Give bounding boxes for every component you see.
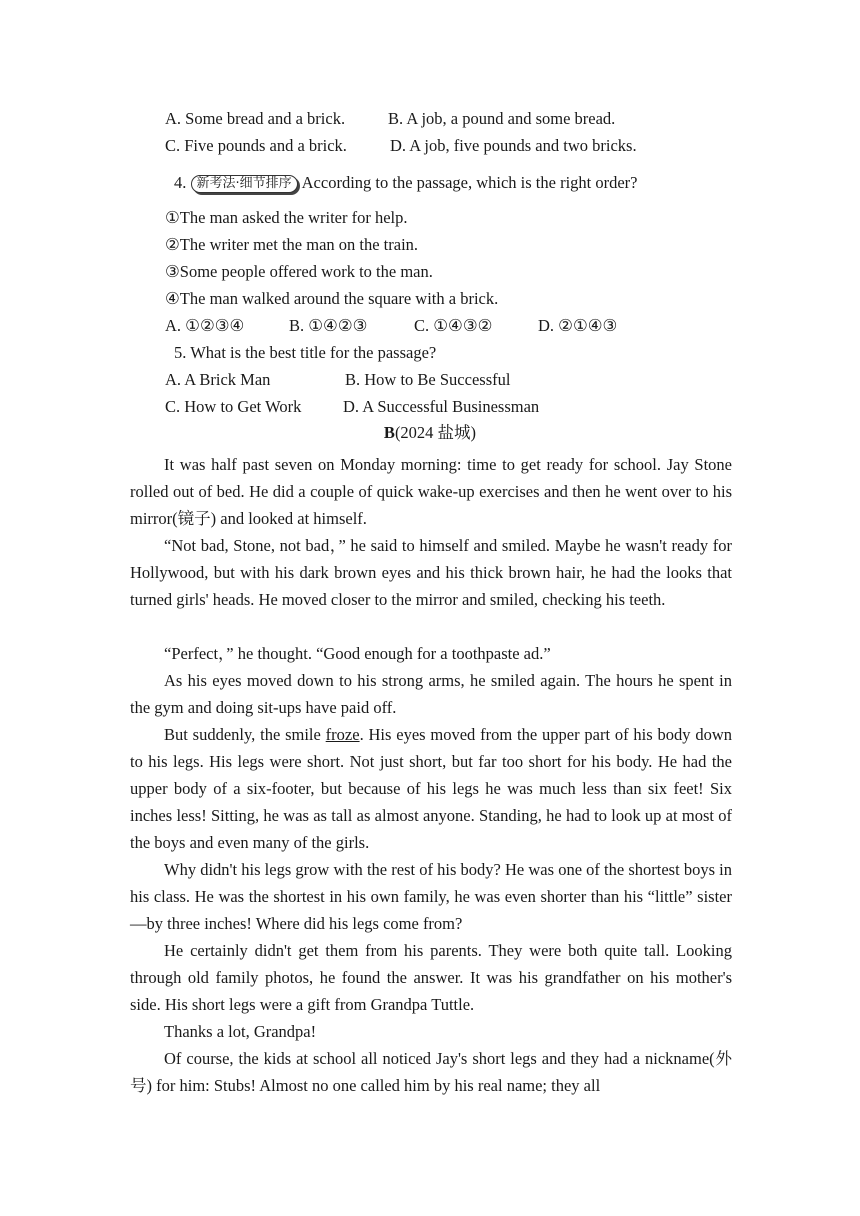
q3-option-d: D. A job, five pounds and two bricks. — [390, 136, 637, 155]
q4-item: ①The man asked the writer for help. — [165, 208, 408, 227]
section-letter: B — [383, 423, 395, 442]
q4-item: ②The writer met the man on the train. — [165, 235, 419, 254]
q5-stem: 5. What is the best title for the passage? — [174, 343, 437, 362]
passage-paragraph: It was half past seven on Monday morning: time to get ready for school. Jay Stone rolled out of bed. He did a couple of quick wake-up exercises and then he went over to his mirror(镜子) and looked at himself. — [130, 455, 732, 528]
passage-paragraph-froze — [130, 721, 732, 856]
q3-option-a: A. Some bread and a brick. — [165, 109, 346, 128]
q5-option-a: A. A Brick Man — [165, 370, 271, 389]
q4-item: ④The man walked around the square with a brick. — [165, 289, 499, 308]
q3-option-c: C. Five pounds and a brick. — [165, 136, 347, 155]
q4-number: 4. — [174, 173, 187, 192]
q4-option-d: D. ②①④③ — [538, 316, 618, 335]
q5-option-d: D. A Successful Businessman — [343, 397, 540, 416]
q4-badge: 新考法·细节排序 — [191, 175, 298, 193]
q4-option-b: B. ①④②③ — [289, 316, 368, 335]
passage-paragraph: As his eyes moved down to his strong arms, he smiled again. The hours he spent in the gym and doing sit-ups have paid off. — [130, 671, 732, 717]
passage-paragraph: He certainly didn't get them from his parents. They were both quite tall. Looking through old family photos, he found the answer. It was his grandfather on his mother's side. His short legs were a gift from Grandpa Tuttle. — [130, 941, 732, 1014]
section-source: (2024 盐城) — [394, 423, 477, 442]
q4-stem-line — [174, 173, 638, 193]
q3-option-b: B. A job, a pound and some bread. — [388, 109, 616, 128]
section-heading — [0, 423, 860, 443]
passage-paragraph: “Perfect，” he thought. “Good enough for a toothpaste ad.” — [164, 644, 551, 663]
underlined-word: froze — [325, 725, 360, 744]
q4-option-a: A. ①②③④ — [165, 316, 245, 335]
froze-text-after: . His eyes moved from the upper part of his body down to his legs. His legs were short. Not just short, but far too short for his body. He had the upper body of a six-footer, but because of his legs he was much less than six feet! Six inches less! Sitting, he was as tall as almost anyone. Standing, he had to look up at most of the boys and even many of the girls. — [130, 725, 732, 852]
q5-option-c: C. How to Get Work — [165, 397, 302, 416]
passage-paragraph: Thanks a lot, Grandpa! — [164, 1022, 317, 1041]
q4-option-c: C. ①④③② — [414, 316, 493, 335]
q5-option-b: B. How to Be Successful — [345, 370, 511, 389]
q4-item: ③Some people offered work to the man. — [165, 262, 433, 281]
passage-paragraph: Why didn't his legs grow with the rest of his body? He was one of the shortest boys in his class. He was the shortest in his own family, he was even shorter than his “little” sister—by three inches! Where did his legs come from? — [130, 860, 732, 933]
passage-paragraph: Of course, the kids at school all noticed Jay's short legs and they had a nickname(外号) for him: Stubs! Almost no one called him by his real name; they all — [130, 1049, 732, 1095]
q4-stem: According to the passage, which is the right order? — [301, 173, 638, 192]
froze-text-before: But suddenly, the smile — [164, 725, 326, 744]
passage-paragraph: “Not bad, Stone, not bad，” he said to himself and smiled. Maybe he wasn't ready for Hollywood, but with his dark brown eyes and his thick brown hair, he had the looks that turned girls' heads. He moved closer to the mirror and smiled, checking his teeth. — [130, 536, 732, 609]
